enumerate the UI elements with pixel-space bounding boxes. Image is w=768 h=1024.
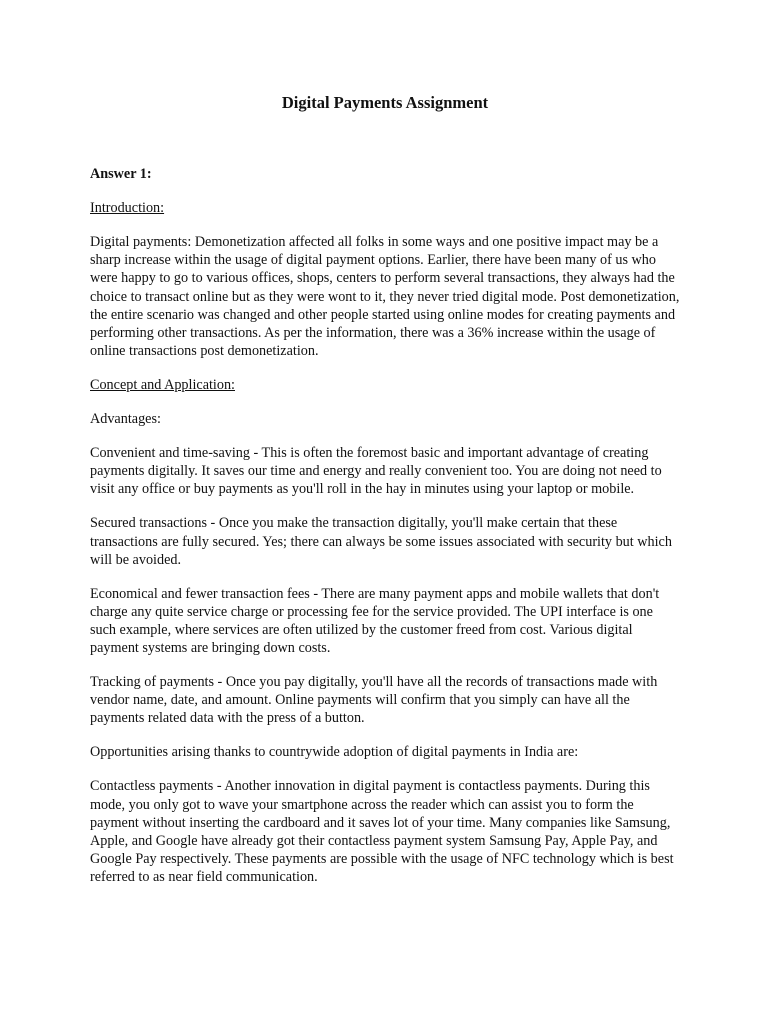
document-title: Digital Payments Assignment xyxy=(281,93,489,112)
paragraph-economical: Economical and fewer transaction fees - There are many payment apps and mobile wallets that don't charge any quite service charge or processing fee for the service provided. The UPI interface is one such example, where services are often utilized by the customer freed from cost. Various digital payment systems are bringing down costs. xyxy=(90,585,660,656)
paragraph-contactless: Contactless payments - Another innovation in digital payment is contactless payments. During this mode, you only got to wave your smartphone across the reader which can assist you to form the payment without inserting the cardboard and it saves lot of your time. Many companies like Samsung, Apple, and Google have already got their contactless payment system Samsung Pay, Apple Pay, and Google Pay respectively. These payments are possible with the usage of NFC technology which is best referred to as near field communication. xyxy=(90,778,674,885)
concept-application-heading: Concept and Application: xyxy=(90,376,235,393)
introduction-paragraph: Digital payments: Demonetization affected all folks in some ways and one positive impact may be a sharp increase within the usage of digital payment options. Earlier, there have been many of us who were happy to go to various offices, shops, centers to perform several transactions, they always had the choice to transact online but as they were wont to it, they never tried digital mode. Post demonetization, the entire scenario was changed and other people started using online modes for creating payments and performing other transactions. As per the information, there was a 36% increase within the usage of online transactions post demonetization. xyxy=(90,234,680,359)
paragraph-tracking: Tracking of payments - Once you pay digitally, you'll have all the records of transactions made with vendor name, date, and amount. Online payments will confirm that you simply can have all the payments related data with the press of a button. xyxy=(90,674,658,727)
paragraph-opportunities: Opportunities arising thanks to countrywide adoption of digital payments in India are: xyxy=(90,744,579,761)
paragraph-secured: Secured transactions - Once you make the transaction digitally, you'll make certain that these transactions are fully secured. Yes; there can always be some issues associated with security but which will be avoided. xyxy=(90,515,672,568)
paragraph-convenient: Convenient and time-saving - This is often the foremost basic and important advantage of creating payments digitally. It saves our time and energy and really convenient too. You are doing not need to visit any office or buy payments as you'll roll in the hay in minutes using your laptop or mobile. xyxy=(90,445,662,498)
advantages-label: Advantages: xyxy=(90,411,161,428)
introduction-heading: Introduction: xyxy=(90,200,165,217)
answer-heading: Answer 1: xyxy=(90,166,152,183)
document-page xyxy=(90,94,680,902)
